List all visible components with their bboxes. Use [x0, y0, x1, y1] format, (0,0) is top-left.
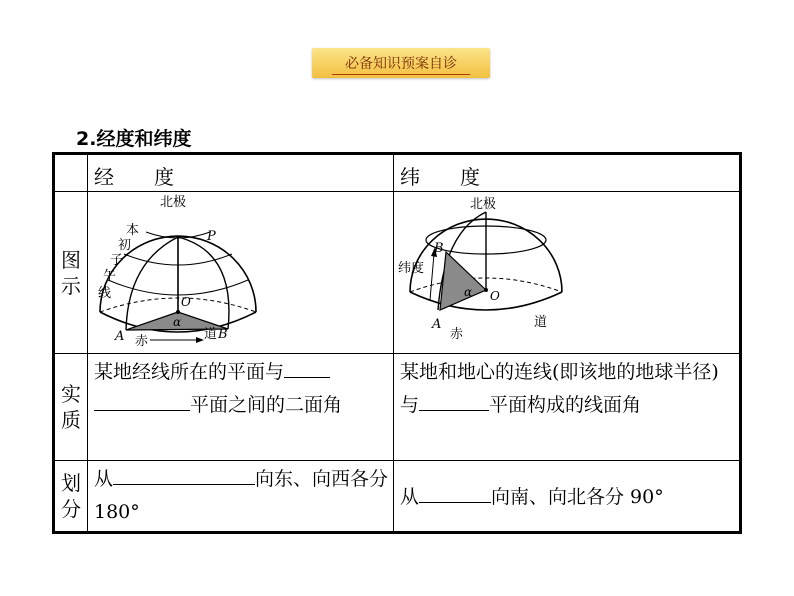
longitude-division-text-1: 从: [94, 468, 114, 490]
answer-blank[interactable]: [284, 359, 330, 378]
row-label-essence-text: 实质: [61, 382, 81, 432]
center-dot: [176, 310, 180, 314]
longitude-essence-text-1: 某地经线所在的平面与: [94, 361, 285, 383]
division-row: [54, 461, 741, 533]
corner-cell: [54, 154, 88, 192]
label-pm-2: 初: [118, 238, 132, 253]
longitude-division-text-2: 向东、向西各分 180°: [94, 468, 389, 523]
longitude-essence-cell: [88, 354, 394, 461]
longitude-essence-text-2: 平面之间的二面角: [190, 394, 343, 416]
angle-alpha-shade: [440, 252, 486, 310]
arrow-head: [196, 337, 204, 343]
label-alpha: α: [173, 315, 182, 329]
latitude-division-text-2: 向南、向北各分 90°: [491, 485, 664, 508]
label-a: A: [432, 317, 442, 332]
latitude-diagram-cell: [394, 192, 741, 354]
latitude-diagram: [394, 192, 739, 349]
longitude-division-cell: [88, 461, 394, 533]
answer-blank[interactable]: [419, 392, 489, 411]
label-o: O: [490, 289, 500, 303]
label-equator-right: 道: [204, 327, 218, 342]
row-label-essence: [54, 354, 88, 461]
row-label-diagram: [54, 192, 88, 354]
label-a: A: [115, 329, 125, 344]
label-b: B: [434, 241, 444, 256]
col-header-longitude: 经 度: [88, 154, 394, 192]
label-o: O: [181, 295, 191, 309]
label-pm-5: 线: [98, 286, 112, 301]
latitude-essence-cell: [394, 354, 741, 461]
col-header-latitude: 纬 度: [394, 154, 741, 192]
center-dot: [484, 288, 488, 292]
section-badge-label: 必备知识预案自诊: [345, 56, 457, 72]
label-pm-4: 午: [103, 269, 117, 284]
essence-row: [54, 354, 741, 461]
label-north-pole: 北极: [470, 197, 497, 212]
longitude-diagram: [88, 192, 393, 349]
label-latitude: 纬度: [398, 261, 425, 276]
latitude-essence-text-2: 平面构成的线面角: [489, 394, 642, 416]
label-pm-3: 子: [110, 253, 124, 268]
answer-blank-cont[interactable]: [94, 392, 190, 411]
label-equator-left: 赤: [450, 327, 464, 342]
equator-front: [410, 292, 562, 310]
answer-blank[interactable]: [419, 484, 491, 503]
answer-blank[interactable]: [113, 466, 255, 485]
label-p: P: [207, 229, 216, 244]
longitude-latitude-table: [52, 152, 742, 534]
header-row: [54, 154, 741, 192]
diagram-row: [54, 192, 741, 354]
latitude-division-cell: [394, 461, 741, 533]
row-label-diagram-text: 图示: [61, 247, 81, 298]
latitude-essence-text-1: 某地和地心的连线(即该地的地球半径)与: [400, 361, 719, 416]
latitude-division-text-1: 从: [400, 485, 420, 508]
latitude-arrow: [430, 254, 434, 300]
badge-underline: [332, 74, 470, 75]
label-b: B: [218, 327, 228, 342]
label-equator-left: 赤: [135, 334, 149, 349]
row-label-division: [54, 461, 88, 533]
section-heading: 2.经度和纬度: [76, 128, 192, 150]
label-pm-1: 本: [126, 223, 140, 238]
longitude-diagram-cell: [88, 192, 394, 354]
label-alpha: α: [464, 285, 473, 299]
row-label-division-text: 划分: [61, 471, 81, 521]
label-north-pole: 北极: [160, 195, 187, 210]
label-equator-right: 道: [534, 315, 548, 330]
